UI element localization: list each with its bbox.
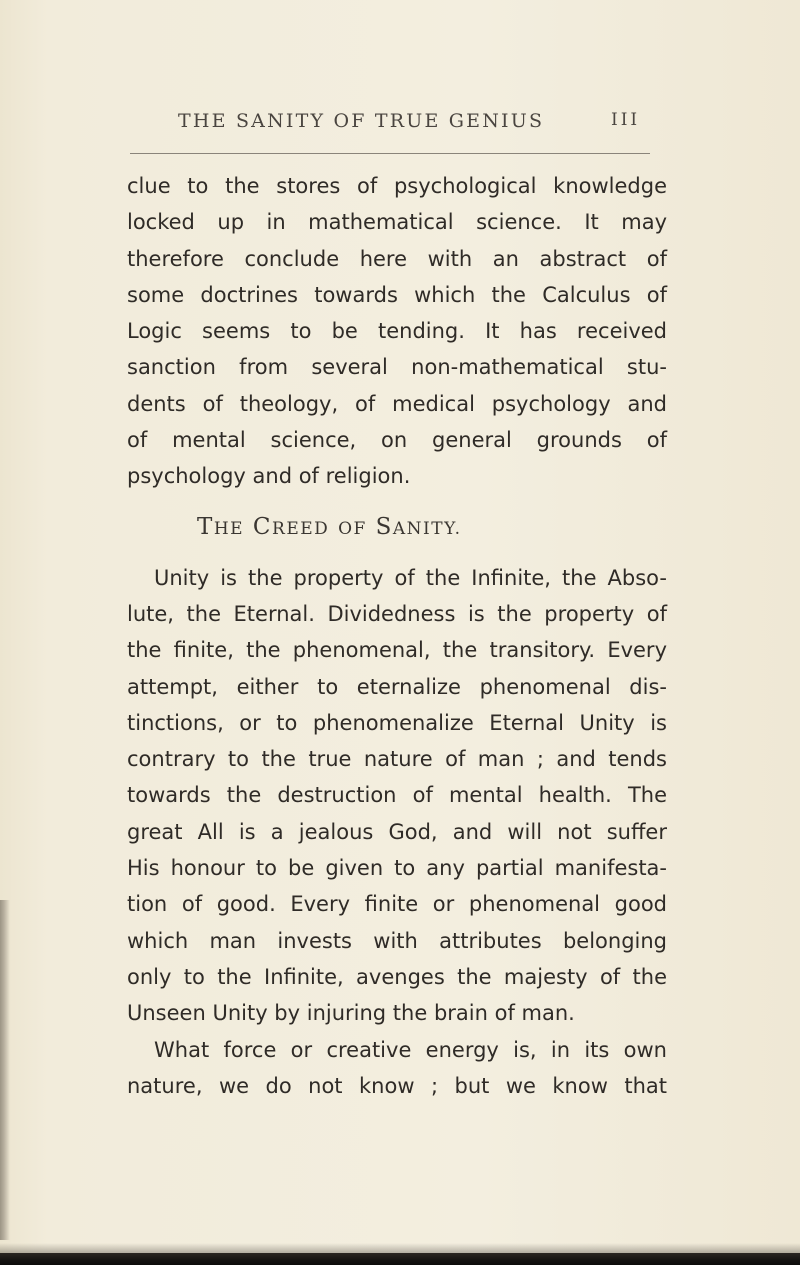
heading-small-caps: HE xyxy=(213,518,245,539)
heading-small-caps: OF xyxy=(338,518,367,539)
text-line: psychology and of religion. xyxy=(127,464,411,489)
page-number: III xyxy=(611,110,641,130)
heading-small-caps: REED xyxy=(272,518,330,539)
header-rule xyxy=(130,153,650,154)
text-line: sanction from several non-mathematical stu- xyxy=(127,355,667,380)
text-line: Unity is the property of the Infinite, the Abso- xyxy=(154,565,667,590)
page-bottom-shadow xyxy=(0,1243,800,1253)
section-heading xyxy=(127,495,667,560)
page-body xyxy=(127,168,667,1104)
paragraph-3 xyxy=(127,1032,667,1105)
heading-small-caps: ANITY. xyxy=(392,518,462,539)
text-line: only to the Infinite, avenges the majesty of the xyxy=(127,964,667,989)
heading-initial: C xyxy=(252,513,273,540)
text-line: dents of theology, of medical psychology and xyxy=(127,391,667,416)
text-line: contrary to the true nature of man ; and tends xyxy=(127,747,667,772)
book-bottom-edge xyxy=(0,1253,800,1265)
text-line: nature, we do not know ; but we know that xyxy=(127,1073,667,1098)
text-line: tinctions, or to phenomenalize Eternal Unity is xyxy=(127,710,667,735)
paragraph-2 xyxy=(127,560,667,1032)
text-line: locked up in mathematical science. It may xyxy=(127,210,667,235)
paragraph-1 xyxy=(127,168,667,495)
text-line: tion of good. Every finite or phenomenal good xyxy=(127,892,667,917)
text-line: therefore conclude here with an abstract of xyxy=(127,246,667,271)
text-line: some doctrines towards which the Calculus of xyxy=(127,282,667,307)
text-line: clue to the stores of psychological knowledge xyxy=(127,174,667,198)
page-edge-shadow xyxy=(0,900,10,1240)
running-head xyxy=(0,110,800,150)
text-line: Logic seems to be tending. It has received xyxy=(127,319,667,344)
running-head-title: THE SANITY OF TRUE GENIUS xyxy=(178,110,545,132)
heading-initial: T xyxy=(197,513,214,540)
text-line: What force or creative energy is, in its own xyxy=(154,1037,667,1062)
text-line: the finite, the phenomenal, the transitory. Every xyxy=(127,638,667,663)
text-line: His honour to be given to any partial manifesta- xyxy=(127,856,667,881)
text-line: great All is a jealous God, and will not suffer xyxy=(127,819,667,844)
heading-initial: S xyxy=(375,513,393,540)
text-line: of mental science, on general grounds of xyxy=(127,428,667,453)
text-line: Unseen Unity by injuring the brain of man. xyxy=(127,1001,575,1026)
text-line: towards the destruction of mental health. The xyxy=(127,783,667,808)
text-line: attempt, either to eternalize phenomenal dis- xyxy=(127,674,667,699)
text-line: which man invests with attributes belonging xyxy=(127,928,667,953)
text-line: lute, the Eternal. Dividedness is the property of xyxy=(127,601,667,626)
